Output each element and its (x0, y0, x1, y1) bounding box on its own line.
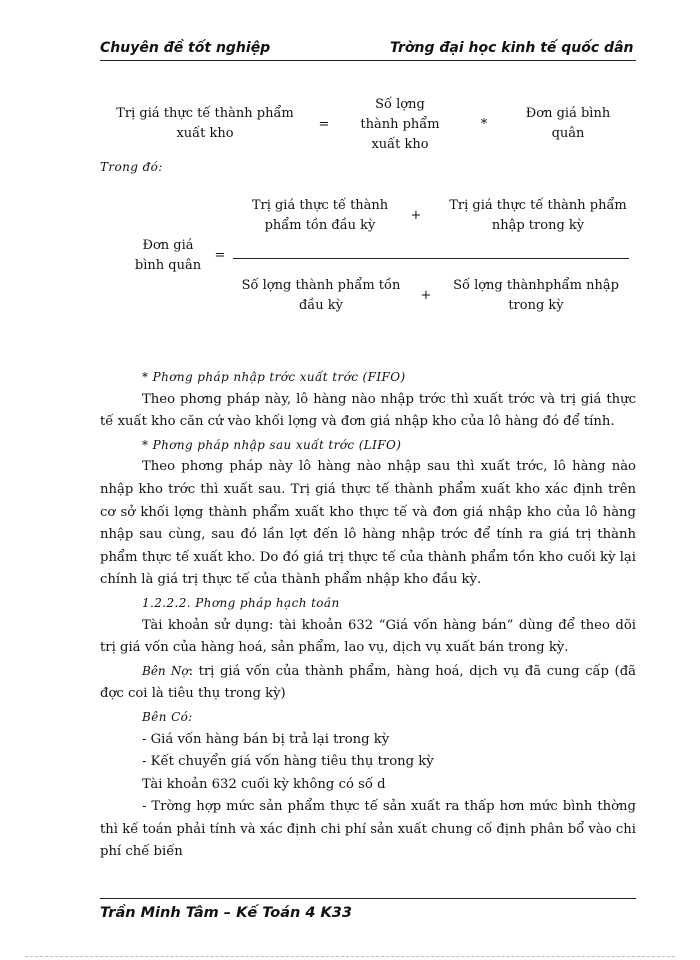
formula1-unit-price: Đơn giá bình quân (525, 106, 611, 141)
list-item: - Giá vốn hàng bán bị trả lại trong kỳ (142, 731, 390, 747)
no-balance-note: Tài khoản 632 cuối kỳ không có số d (142, 776, 386, 792)
header-right-title: Trờng đại học kinh tế quốc dân (390, 40, 634, 56)
fifo-heading: * Phơng pháp nhập trớc xuất trớc (FIFO) (142, 370, 406, 384)
fifo-paragraph: Theo phơng pháp này, lô hàng nào nhập trớc thì xuất trớc và trị giá thực tế xuất kho căn cứ vào khối lợng và đơn giá nhập kho của lô hàng đó để tính. (100, 391, 636, 430)
formula1-multiply: * (480, 117, 488, 132)
numerator-plus: + (410, 208, 422, 223)
debit-side-label: Bên Nợ (142, 663, 189, 678)
list-item: - Kết chuyển giá vốn hàng tiêu thụ trong kỳ (142, 754, 434, 770)
footer-author: Trần Minh Tâm – Kế Toán 4 K33 (100, 905, 352, 921)
debit-side-paragraph (100, 660, 636, 706)
trong-do-label: Trong đó: (100, 160, 163, 174)
denominator-opening-quantity: Số lợng thành phẩm tồn đầu kỳ (241, 278, 401, 313)
numerator-opening-value: Trị giá thực tế thành phẩm tồn đầu kỳ (251, 198, 389, 233)
page-bottom-dotted-line (25, 956, 675, 957)
footer-rule (100, 898, 636, 899)
case-paragraph: - Trờng hợp mức sản phẩm thực tế sản xuất ra thấp hơn mức bình thờng thì kế toán phải tính và xác định chi phí sản xuất chung cố định phân bổ vào chi phí chế biến (100, 799, 636, 860)
formula2-equals: = (214, 248, 226, 263)
account-paragraph: Tài khoản sử dụng: tài khoản 632 “Giá vốn hàng bán” dùng để theo dõi trị giá vốn của hàng hoá, sản phẩm, lao vụ, dịch vụ xuất bán trong kỳ. (100, 617, 636, 656)
lifo-paragraph: Theo phơng pháp này lô hàng nào nhập sau thì xuất trớc, lô hàng nào nhập kho trớc thì xuất sau. Trị giá thực tế thành phẩm xuất kho xác định trên cơ sở khối lợng thành phẩm xuất kho thực tế và đơn giá nhập kho của lô hàng nhập sau cùng, sau đó lần lợt đến lô hàng nhập trớc để tính ra giá trị thành phẩm thực tế xuất kho. Do đó giá trị thực tế của thành phẩm tồn kho cuối kỳ lại chính là giá trị thực tế của thành phẩm nhập kho đầu kỳ. (100, 459, 636, 588)
formula2-lhs: Đơn giá bình quân (134, 238, 202, 273)
formula1-quantity: Số lợng thành phẩm xuất kho (360, 97, 440, 152)
lifo-heading: * Phơng pháp nhập sau xuất trớc (LIFO) (142, 437, 402, 452)
denominator-received-quantity: Số lợng thànhphẩm nhập trong kỳ (453, 278, 619, 313)
debit-side-text: : trị giá vốn của thành phẩm, hàng hoá, dịch vụ đã cung cấp (đã đợc coi là tiêu thụ trong kỳ) (100, 663, 636, 702)
body-content (100, 366, 636, 864)
header-left-title: Chuyên đề tốt nghiệp (100, 40, 271, 56)
header-rule (100, 60, 636, 61)
section-heading: 1.2.2.2. Phơng pháp hạch toán (142, 595, 340, 610)
formula1-lhs: Trị giá thực tế thành phẩm xuất kho (116, 106, 294, 141)
denominator-plus: + (420, 288, 432, 303)
fraction-bar (233, 258, 629, 259)
formula1-equals: = (318, 117, 330, 132)
credit-side-label: Bên Có: (142, 709, 193, 724)
numerator-received-value: Trị giá thực tế thành phẩm nhập trong kỳ (449, 198, 627, 233)
